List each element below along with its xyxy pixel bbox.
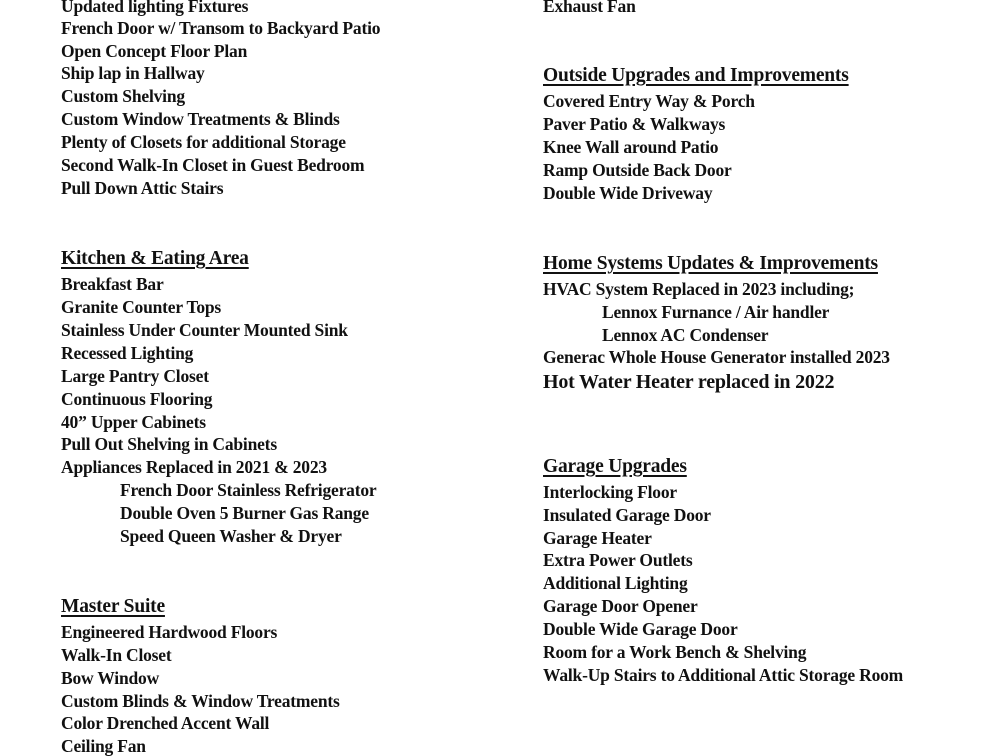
list-item: Ship lap in Hallway bbox=[61, 63, 205, 83]
sub-list-item: Speed Queen Washer & Dryer bbox=[120, 526, 342, 546]
list-item: Color Drenched Accent Wall bbox=[61, 713, 270, 733]
list-item: Stainless Under Counter Mounted Sink bbox=[61, 320, 348, 340]
list-item: Custom Blinds & Window Treatments bbox=[61, 691, 340, 711]
section-heading-kitchen: Kitchen & Eating Area bbox=[61, 248, 249, 269]
section-heading-master: Master Suite bbox=[61, 596, 165, 617]
list-item: Engineered Hardwood Floors bbox=[61, 622, 278, 642]
section-heading-systems: Home Systems Updates & Improvements bbox=[543, 253, 878, 274]
sub-list-item: French Door Stainless Refrigerator bbox=[120, 480, 377, 500]
list-item: Additional Lighting bbox=[543, 573, 688, 593]
list-item: Ceiling Fan bbox=[61, 736, 146, 756]
list-item: Continuous Flooring bbox=[61, 389, 213, 409]
sub-list-item: Lennox AC Condenser bbox=[602, 325, 769, 345]
list-item: Second Walk-In Closet in Guest Bedroom bbox=[61, 155, 365, 175]
list-item: Double Wide Garage Door bbox=[543, 619, 738, 639]
list-item: Recessed Lighting bbox=[61, 343, 194, 363]
list-item: French Door w/ Transom to Backyard Patio bbox=[61, 18, 381, 38]
list-item: Room for a Work Bench & Shelving bbox=[543, 642, 807, 662]
list-item: Ramp Outside Back Door bbox=[543, 160, 732, 180]
list-item: Appliances Replaced in 2021 & 2023 bbox=[61, 457, 327, 477]
list-item: Covered Entry Way & Porch bbox=[543, 91, 755, 111]
list-item: Custom Shelving bbox=[61, 86, 185, 106]
sub-list-item: Lennox Furnance / Air handler bbox=[602, 302, 830, 322]
list-item: Extra Power Outlets bbox=[543, 550, 693, 570]
list-item: Exhaust Fan bbox=[543, 0, 636, 16]
list-item: 40” Upper Cabinets bbox=[61, 412, 206, 432]
list-item: Paver Patio & Walkways bbox=[543, 114, 726, 134]
list-item: Walk-In Closet bbox=[61, 645, 172, 665]
list-item: Custom Window Treatments & Blinds bbox=[61, 109, 340, 129]
list-item: Pull Down Attic Stairs bbox=[61, 178, 224, 198]
list-item: HVAC System Replaced in 2023 including; bbox=[543, 279, 855, 299]
list-item: Insulated Garage Door bbox=[543, 505, 711, 525]
list-item: Granite Counter Tops bbox=[61, 297, 222, 317]
section-heading-outside: Outside Upgrades and Improvements bbox=[543, 65, 849, 86]
section-heading-garage: Garage Upgrades bbox=[543, 456, 687, 477]
list-item: Double Wide Driveway bbox=[543, 183, 713, 203]
sub-list-item: Double Oven 5 Burner Gas Range bbox=[120, 503, 369, 523]
list-item: Generac Whole House Generator installed 2023 bbox=[543, 347, 890, 367]
list-item: Knee Wall around Patio bbox=[543, 137, 719, 157]
list-item: Walk-Up Stairs to Additional Attic Storage Room bbox=[543, 665, 904, 685]
list-item: Garage Heater bbox=[543, 528, 652, 548]
list-item: Bow Window bbox=[61, 668, 160, 688]
list-item: Pull Out Shelving in Cabinets bbox=[61, 434, 277, 454]
list-item: Plenty of Closets for additional Storage bbox=[61, 132, 346, 152]
list-item: Open Concept Floor Plan bbox=[61, 41, 248, 61]
list-item: Updated lighting Fixtures bbox=[61, 0, 249, 16]
list-item: Interlocking Floor bbox=[543, 482, 677, 502]
list-item: Hot Water Heater replaced in 2022 bbox=[543, 371, 835, 393]
list-item: Garage Door Opener bbox=[543, 596, 698, 616]
list-item: Large Pantry Closet bbox=[61, 366, 209, 386]
list-item: Breakfast Bar bbox=[61, 274, 164, 294]
